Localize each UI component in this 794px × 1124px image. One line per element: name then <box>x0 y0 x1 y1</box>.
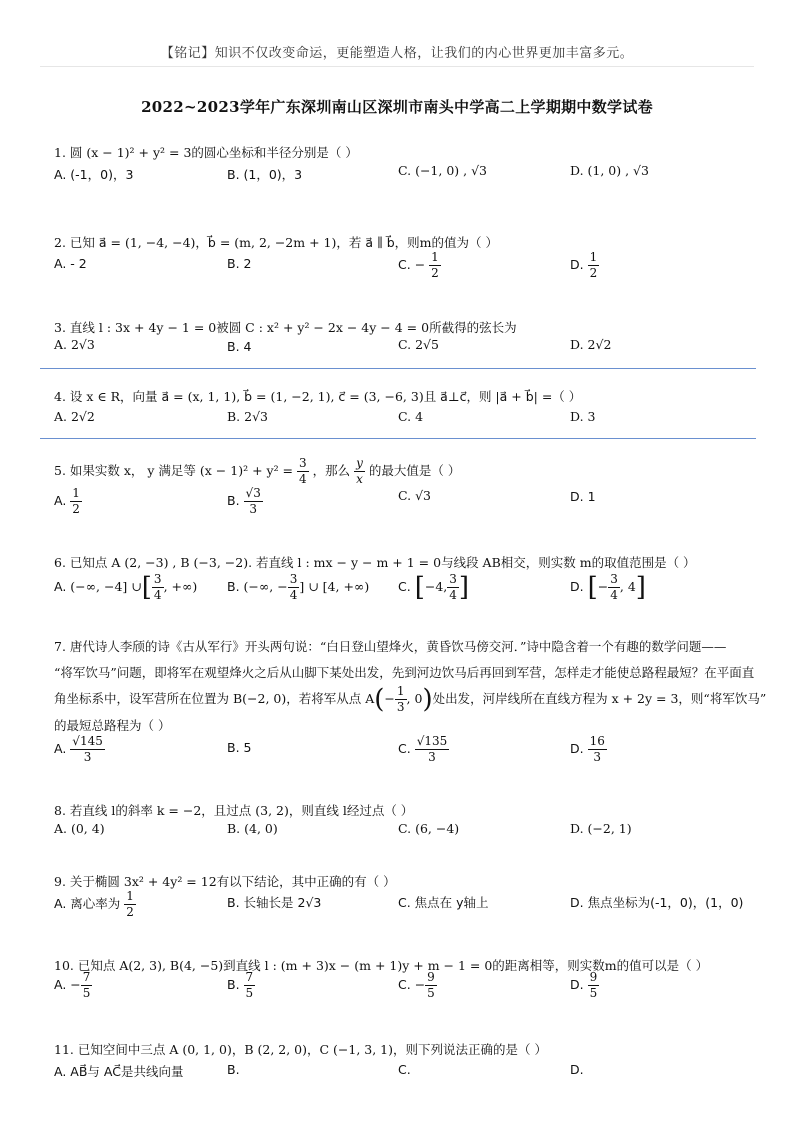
question-4-stem: 4. 设 x ∈ R，向量 a⃗ = (x, 1, 1), b⃗ = (1, −2, 1), c⃗ = (3, −6, 3)且 a⃗⊥c⃗，则 |a⃗ + b⃗| =（ ） <box>54 389 582 404</box>
question-3-option-c[interactable]: C. 2√5 <box>398 337 439 352</box>
question-2-option-c[interactable] <box>398 250 441 281</box>
question-3-option-d[interactable]: D. 2√2 <box>570 337 612 352</box>
question-5-option-c[interactable]: C. √3 <box>398 488 431 503</box>
question-11-option-b[interactable]: B. <box>227 1062 240 1077</box>
question-10-option-c[interactable]: C. − $\frac{9}{5}$ <box>398 970 435 1000</box>
question-3-option-a[interactable]: A. 2√3 <box>54 337 95 352</box>
fraction: $\frac{1}{2}$ <box>589 250 598 280</box>
question-7-option-d[interactable]: D. $\frac{16}{3}$ <box>570 734 605 764</box>
question-4-option-c[interactable]: C. 4 <box>398 409 424 424</box>
question-10-option-b[interactable]: B. $\frac{7}{5}$ <box>227 970 254 1000</box>
fraction: $\frac{1}{2}$ <box>431 250 439 280</box>
question-8-stem: 8. 若直线 l的斜率 k = −2，且过点 (3, 2)，则直线 l经过点（ ） <box>54 803 414 818</box>
question-7-stem-line-3: 角坐标系中，设军营所在位置为 B(−2, 0)，若将军从点 A(− $\frac{1}{3}$ , 0)处出发，河岸线所在直线方程为 x + 2y = 3，则“将军饮马” <box>54 684 767 715</box>
question-11-option-a[interactable]: A. AB⃗与 AC⃗是共线向量 <box>54 1064 184 1079</box>
question-3-option-b[interactable]: B. 4 <box>227 339 252 354</box>
question-10-option-a[interactable]: A. − $\frac{7}{5}$ <box>54 970 91 1000</box>
question-2-stem: 2. 已知 a⃗ = (1, −4, −4)，b⃗ = (m, 2, −2m + 1)，若 a⃗ ∥ b⃗，则m的值为（ ） <box>54 235 498 250</box>
question-1-option-c[interactable]: C. (−1, 0) , √3 <box>398 163 487 178</box>
question-5-option-a[interactable]: A. $\frac{1}{2}$ <box>54 486 80 516</box>
question-9-stem: 9. 关于椭圆 3x² + 4y² = 12有以下结论，其中正确的有（ ） <box>54 874 396 889</box>
header-motto: 【铭记】知识不仅改变命运，更能塑造人格，让我们的内心世界更加丰富多元。 <box>160 46 634 61</box>
question-7-stem-line-4: 的最短总路程为（ ） <box>54 718 171 733</box>
question-1-option-b[interactable]: B. (1，0)，3 <box>227 167 303 182</box>
question-4-option-d[interactable]: D. 3 <box>570 409 596 424</box>
question-6-option-c[interactable]: C. [−4, $\frac{3}{4}$ ] <box>398 572 470 603</box>
option-letter: C. <box>398 257 411 272</box>
question-1-option-d[interactable]: D. (1, 0) , √3 <box>570 163 649 178</box>
question-1-stem: 1. 圆 (x − 1)² + y² = 3的圆心坐标和半径分别是（ ） <box>54 145 358 160</box>
question-11-option-c[interactable]: C. <box>398 1062 411 1077</box>
question-2-option-b[interactable]: B. 2 <box>227 256 252 271</box>
question-6-option-d[interactable]: D. [− $\frac{3}{4}$ , 4] <box>570 572 646 603</box>
question-5-stem: 5. 如果实数 x， y 满足等 (x − 1)² + y² = $\frac{3}{4}$ ，那么 $\frac{y}{x}$ 的最大值是（ ） <box>54 456 461 486</box>
question-11-stem: 11. 已知空间中三点 A (0, 1, 0)，B (2, 2, 0)，C (−1, 3, 1)，则下列说法正确的是（ ） <box>54 1042 547 1057</box>
question-8-option-a[interactable]: A. (0, 4) <box>54 821 105 836</box>
question-1-option-a[interactable]: A. (-1，0)，3 <box>54 167 134 182</box>
question-9-option-d[interactable]: D. 焦点坐标为(-1，0)，(1，0) <box>570 895 744 910</box>
question-7-stem-line-1: 7. 唐代诗人李颀的诗《古从军行》开头两句说：“白日登山望烽火，黄昏饮马傍交河．”诗中隐含着一个有趣的数学问题—— <box>54 639 727 654</box>
question-7-stem-line-2: “将军饮马”问题，即将军在观望烽火之后从山脚下某处出发，先到河边饮马后再回到军营，怎样走才能使总路程最短？在平面直 <box>54 665 755 680</box>
highlight-line-top <box>40 368 756 369</box>
question-8-option-c[interactable]: C. (6, −4) <box>398 821 460 836</box>
question-10-stem: 10. 已知点 A(2, 3), B(4, −5)到直线 l : (m + 3)x − (m + 1)y + m − 1 = 0的距离相等，则实数m的值可以是（ ） <box>54 958 709 973</box>
question-9-option-b[interactable]: B. 长轴长是 2√3 <box>227 895 322 910</box>
question-4-option-b[interactable]: B. 2√3 <box>227 409 269 424</box>
question-11-option-d[interactable]: D. <box>570 1062 584 1077</box>
question-5-option-d[interactable]: D. 1 <box>570 489 596 504</box>
question-6-option-a[interactable]: A. (−∞, −4] ∪[ $\frac{3}{4}$ , +∞) <box>54 572 198 603</box>
question-9-option-c[interactable]: C. 焦点在 y轴上 <box>398 895 489 910</box>
question-9-option-a[interactable]: A. 离心率为 $\frac{1}{2}$ <box>54 889 134 919</box>
question-2-option-d[interactable] <box>570 250 599 281</box>
question-3-stem: 3. 直线 l : 3x + 4y − 1 = 0被圆 C : x² + y² − 2x − 4y − 4 = 0所截得的弦长为 <box>54 320 517 335</box>
question-7-option-a[interactable]: A. $\frac{√145}{3}$ <box>54 734 103 764</box>
question-8-option-b[interactable]: B. (4, 0) <box>227 821 278 836</box>
minus-sign: − <box>414 257 426 272</box>
highlight-line-bottom <box>40 438 756 439</box>
question-4-option-a[interactable]: A. 2√2 <box>54 409 95 424</box>
question-5-option-b[interactable]: B. $\frac{√3}{3}$ <box>227 486 261 516</box>
question-6-stem: 6. 已知点 A (2, −3) , B (−3, −2). 若直线 l : mx − y − m + 1 = 0与线段 AB相交，则实数 m的取值范围是（ ） <box>54 555 696 570</box>
question-10-option-d[interactable]: D. $\frac{9}{5}$ <box>570 970 598 1000</box>
question-6-option-b[interactable]: B. (−∞, − $\frac{3}{4}$ ] ∪ [4, +∞) <box>227 572 370 602</box>
header-divider <box>40 66 754 67</box>
question-2-option-a[interactable]: A. - 2 <box>54 256 87 271</box>
question-8-option-d[interactable]: D. (−2, 1) <box>570 821 632 836</box>
option-letter: D. <box>570 257 584 272</box>
page-title: 2022~2023学年广东深圳南山区深圳市南头中学高二上学期期中数学试卷 <box>141 98 653 116</box>
question-7-option-c[interactable]: C. $\frac{√135}{3}$ <box>398 734 448 764</box>
question-7-option-b[interactable]: B. 5 <box>227 740 252 755</box>
